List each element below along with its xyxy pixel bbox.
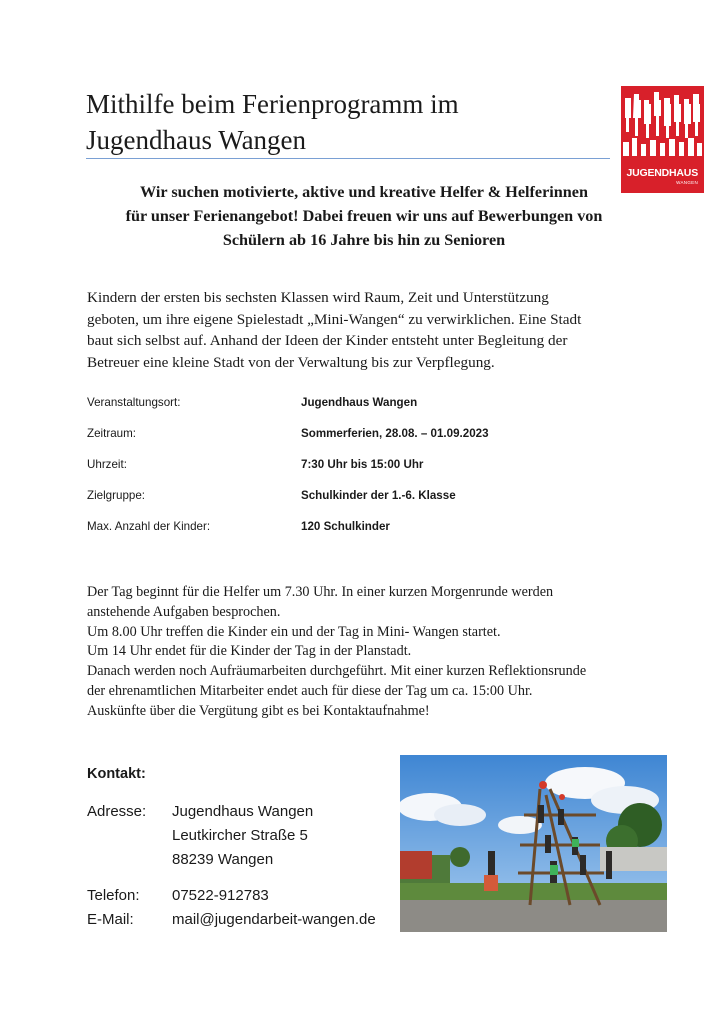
schedule-line: anstehende Aufgaben besprochen. <box>87 603 281 620</box>
phone-number: 07522-912783 <box>172 887 269 904</box>
details-row <box>87 458 607 489</box>
details-label: Zeitraum: <box>87 427 136 440</box>
address-line: Leutkircher Straße 5 <box>172 827 308 844</box>
schedule-line: Um 14 Uhr endet für die Kinder der Tag in der Planstadt. <box>87 643 412 660</box>
logo-name: JUGENDHAUS <box>626 167 698 179</box>
schedule-line: Der Tag beginnt für die Helfer um 7.30 Uhr. In einer kurzen Morgenrunde werden <box>87 584 554 600</box>
page-title <box>86 86 606 158</box>
intro-line: Kindern der ersten bis sechsten Klassen wird Raum, Zeit und Unterstützung <box>87 289 549 306</box>
details-value: Schulkinder der 1.-6. Klasse <box>301 489 456 502</box>
details-row <box>87 520 607 551</box>
intro-line: Betreuer eine kleine Stadt von der Verwaltung bis zur Verpflegung. <box>87 353 495 371</box>
email-address: mail@jugendarbeit-wangen.de <box>172 911 376 928</box>
headline-line: Wir suchen motivierte, aktive und kreative Helfer & Helferinnen <box>140 183 588 201</box>
address-line: 88239 Wangen <box>172 851 274 868</box>
details-table <box>87 396 607 551</box>
photo-illustration <box>400 755 667 932</box>
intro-paragraph <box>87 287 647 373</box>
schedule-line: der ehrenamtlichen Mitarbeiter endet auch für diese der Tag um ca. 15:00 Uhr. <box>87 682 533 699</box>
intro-line: baut sich selbst auf. Anhand der Ideen der Kinder entsteht unter Begleitung der <box>87 332 568 349</box>
headline <box>88 180 640 252</box>
schedule-paragraph <box>87 583 657 722</box>
details-row <box>87 396 607 427</box>
title-divider <box>86 158 610 159</box>
headline-line: Schülern ab 16 Jahre bis hin zu Senioren <box>222 231 506 249</box>
details-value: Sommerferien, 28.08. – 01.09.2023 <box>301 427 489 440</box>
address-label: Adresse: <box>87 803 147 820</box>
contact-heading: Kontakt: <box>87 766 146 782</box>
details-label: Veranstaltungsort: <box>87 396 181 409</box>
phone-label: Telefon: <box>87 887 140 904</box>
details-label: Max. Anzahl der Kinder: <box>87 520 211 533</box>
details-label: Zielgruppe: <box>87 489 146 502</box>
schedule-line: Auskünfte über die Vergütung gibt es bei Kontaktaufnahme! <box>87 702 430 719</box>
headline-line: für unser Ferienangebot! Dabei freuen wir uns auf Bewerbungen von <box>125 207 603 225</box>
details-value: 7:30 Uhr bis 15:00 Uhr <box>301 458 424 471</box>
schedule-line: Um 8.00 Uhr treffen die Kinder ein und der Tag in Mini- Wangen startet. <box>87 623 501 640</box>
title-line: Mithilfe beim Ferienprogramm im <box>86 89 459 119</box>
schedule-line: Danach werden noch Aufräumarbeiten durchgeführt. Mit einer kurzen Reflektionsrunde <box>87 663 587 680</box>
logo-sub: WANGEN <box>676 180 698 185</box>
jugendhaus-wangen-logo <box>621 86 704 193</box>
details-label: Uhrzeit: <box>87 458 127 471</box>
email-label: E-Mail: <box>87 911 134 928</box>
address-line: Jugendhaus Wangen <box>172 803 314 820</box>
details-value: 120 Schulkinder <box>301 520 390 533</box>
children-climbing-frame-photo <box>400 755 667 932</box>
details-row <box>87 427 607 458</box>
intro-line: geboten, um ihre eigene Spielestadt „Mini-Wangen“ zu verwirklichen. Eine Stadt <box>87 310 582 328</box>
title-line: Jugendhaus Wangen <box>86 125 307 155</box>
details-row <box>87 489 607 520</box>
details-value: Jugendhaus Wangen <box>301 396 418 409</box>
